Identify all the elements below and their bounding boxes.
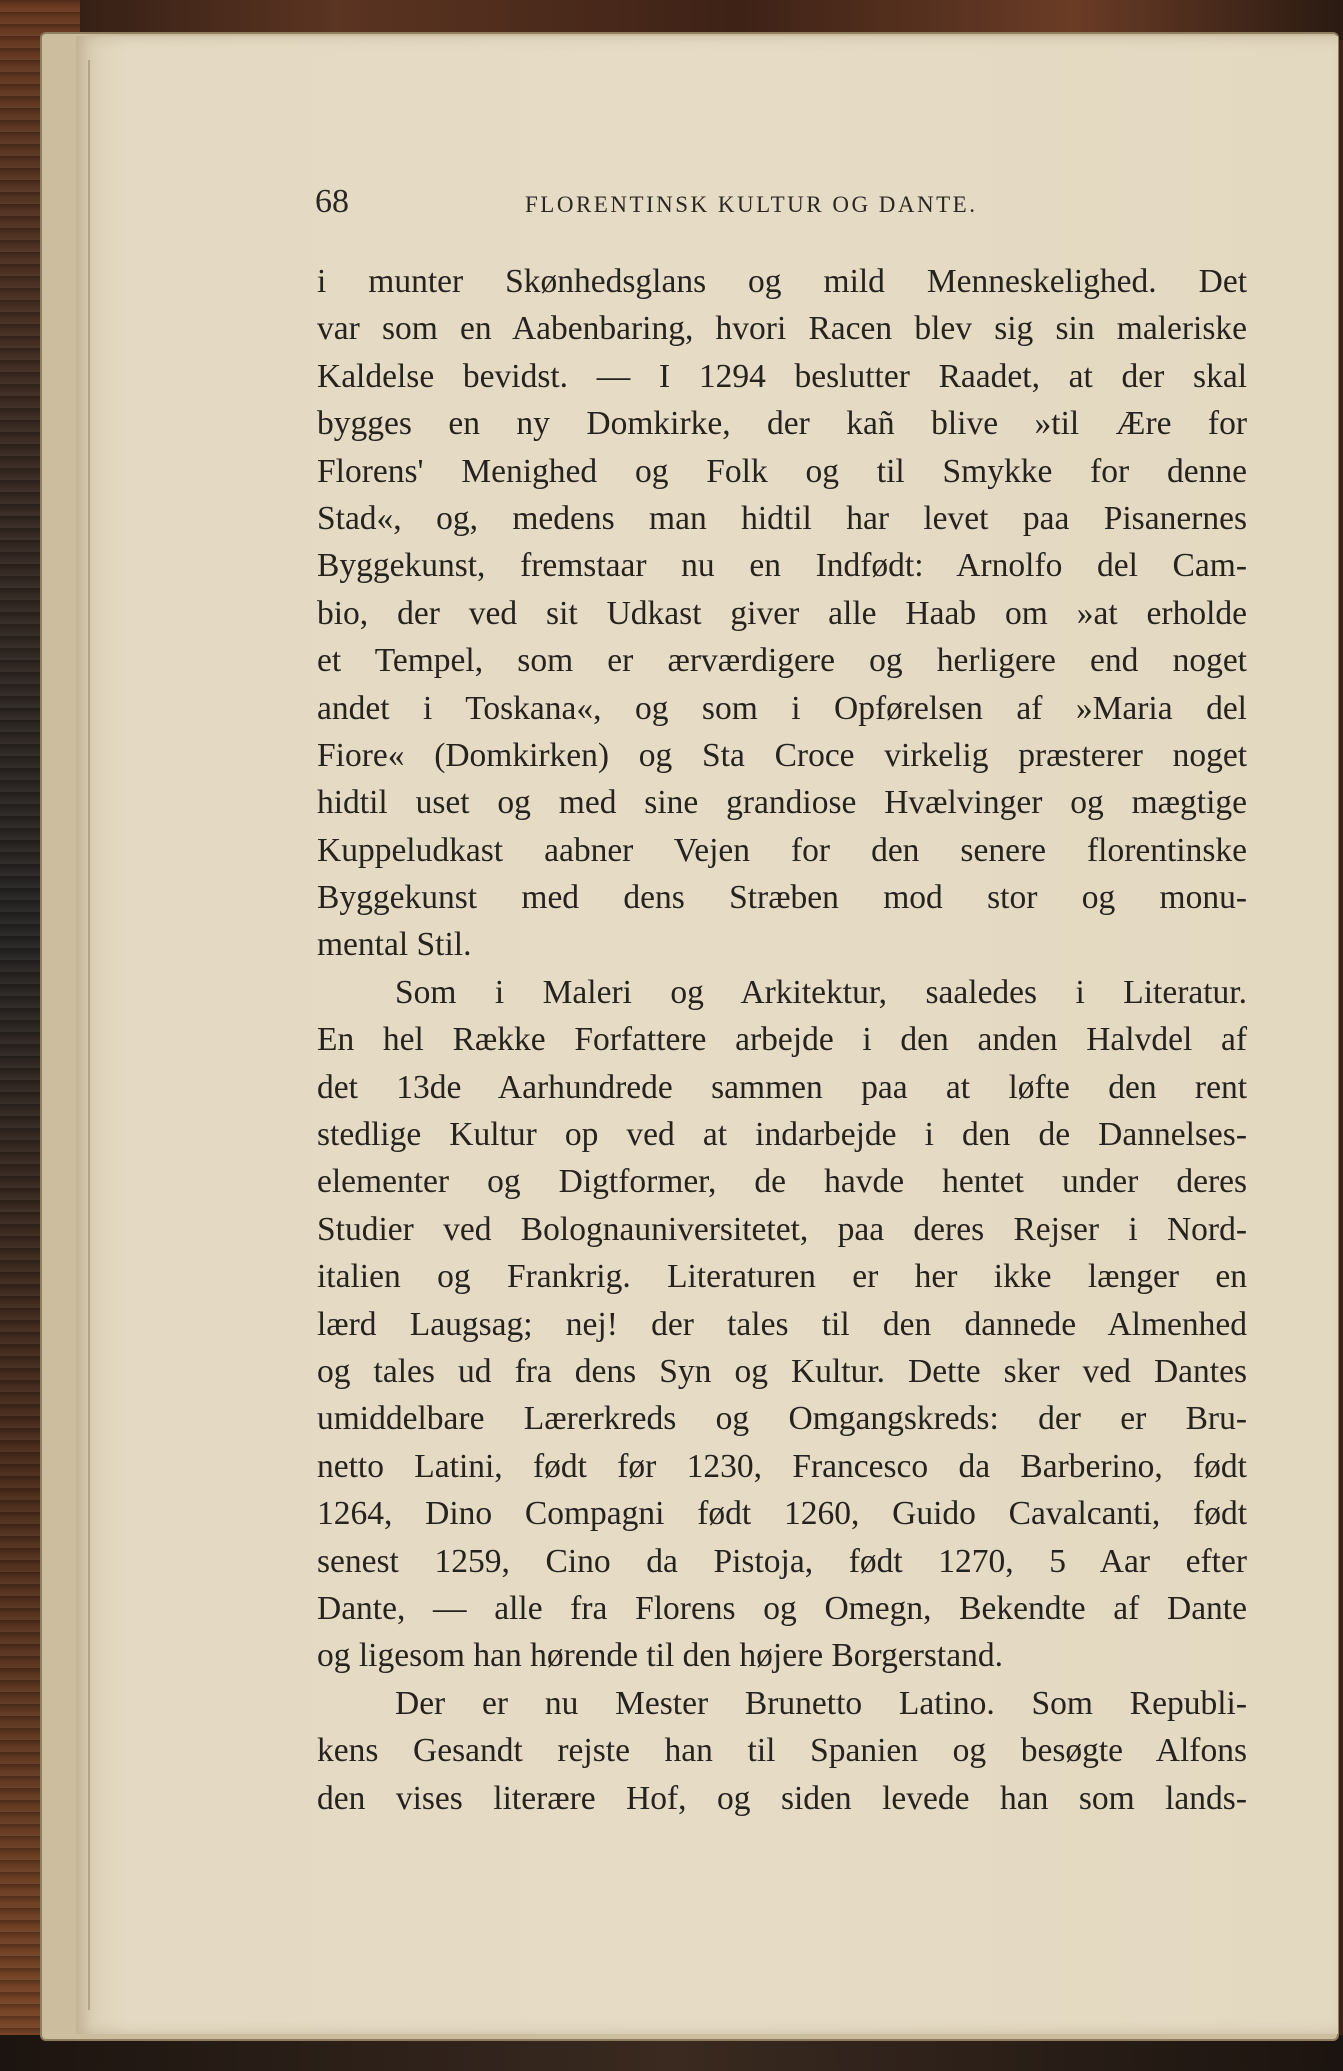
- text-line: Byggekunst, fremstaar nu en Indfødt: Arnolfo del Cam-: [317, 547, 1247, 585]
- text-line: var som en Aabenbaring, hvori Racen blev sig sin maleriske: [317, 310, 1247, 348]
- text-line: bygges en ny Domkirke, der kañ blive »til Ære for: [317, 405, 1247, 443]
- text-line: og ligesom han hørende til den højere Borgerstand.: [317, 1637, 1003, 1675]
- text-line: Fiore« (Domkirken) og Sta Croce virkelig præsterer noget: [317, 736, 1247, 774]
- text-line: senest 1259, Cino da Pistoja, født 1270, 5 Aar efter: [317, 1542, 1247, 1580]
- text-line: umiddelbare Lærerkreds og Omgangskreds: der er Bru-: [317, 1400, 1247, 1438]
- text-line: stedlige Kultur op ved at indarbejde i den de Dannelses-: [317, 1116, 1247, 1154]
- text-line: netto Latini, født før 1230, Francesco da Barberino, født: [317, 1447, 1247, 1485]
- text-line: italien og Frankrig. Literaturen er her ikke længer en: [317, 1258, 1247, 1296]
- text-line: det 13de Aarhundrede sammen paa at løfte den rent: [317, 1068, 1247, 1106]
- text-line: og tales ud fra dens Syn og Kultur. Dette sker ved Dantes: [317, 1352, 1247, 1390]
- body-text: [317, 258, 1247, 1822]
- book-cover-bottom: [0, 2035, 1343, 2071]
- text-line: lærd Laugsag; nej! der tales til den dannede Almenhed: [317, 1305, 1247, 1343]
- text-line: den vises literære Hof, og siden levede han som lands-: [317, 1779, 1247, 1817]
- text-line: mental Stil.: [317, 926, 472, 964]
- text-line: hidtil uset og med sine grandiose Hvælvinger og mægtige: [317, 784, 1247, 822]
- text-line: Kuppeludkast aabner Vejen for den senere florentinske: [317, 831, 1247, 869]
- text-line: kens Gesandt rejste han til Spanien og besøgte Alfons: [317, 1732, 1247, 1770]
- text-line: i munter Skønhedsglans og mild Menneskelighed. Det: [317, 263, 1247, 300]
- text-line: Som i Maleri og Arkitektur, saaledes i Literatur.: [395, 973, 1247, 1011]
- text-line: Dante, — alle fra Florens og Omegn, Bekendte af Dante: [317, 1589, 1247, 1627]
- text-line: Kaldelse bevidst. — I 1294 beslutter Raadet, at der skal: [317, 357, 1247, 395]
- text-line: bio, der ved sit Udkast giver alle Haab om »at erholde: [317, 594, 1247, 632]
- text-line: En hel Række Forfattere arbejde i den anden Halvdel af: [317, 1021, 1247, 1059]
- text-line: et Tempel, som er ærværdigere og herligere end noget: [317, 642, 1247, 680]
- running-head: [315, 180, 1075, 224]
- text-line: Der er nu Mester Brunetto Latino. Som Republi-: [395, 1684, 1247, 1722]
- text-line: Stad«, og, medens man hidtil har levet paa Pisanernes: [317, 499, 1247, 537]
- running-head-title: FLORENTINSK KULTUR OG DANTE.: [525, 192, 978, 217]
- page-gutter: [88, 60, 90, 2010]
- text-line: Florens' Menighed og Folk og til Smykke for denne: [317, 452, 1247, 490]
- text-line: andet i Toskana«, og som i Opførelsen af »Maria del: [317, 689, 1247, 727]
- text-line: elementer og Digtformer, de havde hentet under deres: [317, 1163, 1247, 1201]
- text-line: Studier ved Bolognauniversitetet, paa deres Rejser i Nord-: [317, 1210, 1247, 1248]
- text-line: 1264, Dino Compagni født 1260, Guido Cavalcanti, født: [317, 1495, 1247, 1533]
- text-line: Byggekunst med dens Stræben mod stor og monu-: [317, 879, 1247, 917]
- page-number: 68: [315, 183, 349, 220]
